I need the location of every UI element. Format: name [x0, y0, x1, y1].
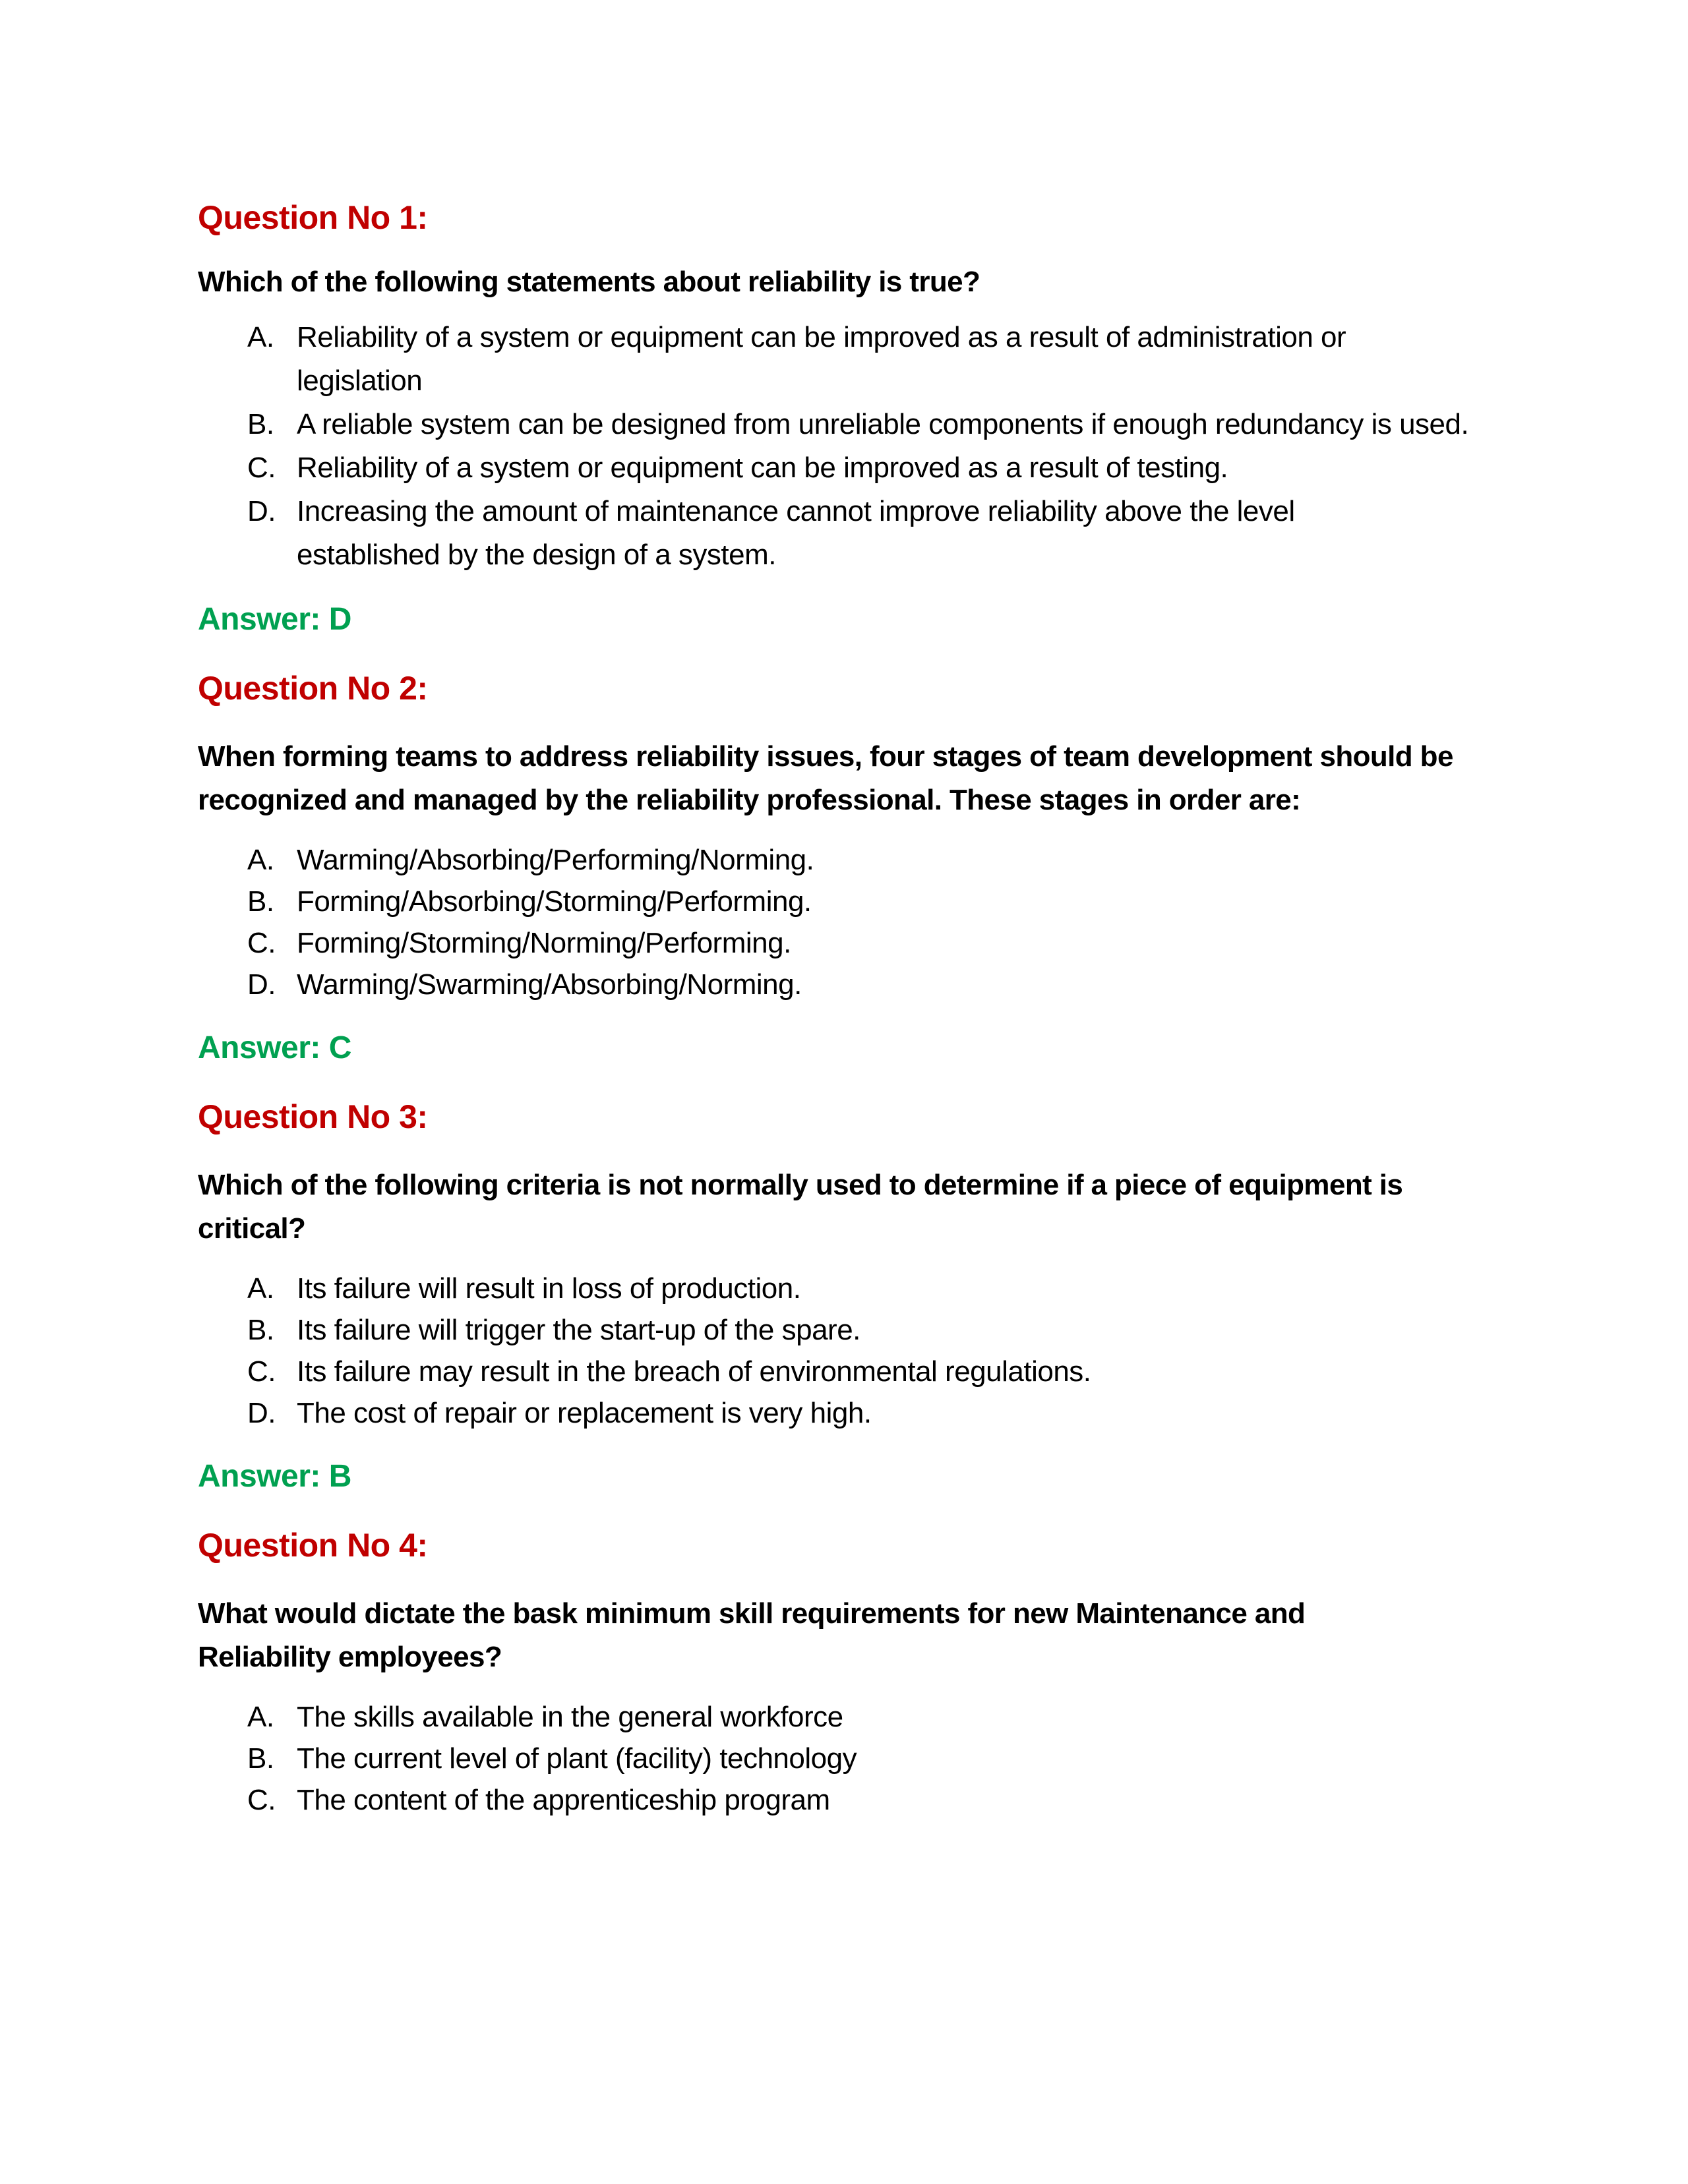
option-letter: C.	[247, 1784, 276, 1816]
question-block-3	[198, 1094, 1490, 1500]
option-letter: B.	[247, 1314, 274, 1346]
question-block-2	[198, 665, 1490, 1071]
options-list	[198, 316, 1490, 577]
option-letter: A.	[247, 321, 274, 353]
option-text: The cost of repair or replacement is very high.	[297, 1397, 872, 1429]
option-text: Reliability of a system or equipment can be improved as a result of administration or legislation	[297, 321, 1346, 397]
question-block-4	[198, 1522, 1490, 1821]
option-d	[198, 964, 1490, 1005]
option-text: Reliability of a system or equipment can be improved as a result of testing.	[297, 452, 1228, 484]
option-letter: C.	[247, 927, 276, 959]
option-letter: B.	[247, 1742, 274, 1775]
question-heading: Question No 2:	[198, 670, 428, 707]
answer-label: Answer: D	[198, 602, 351, 637]
option-text: Forming/Storming/Norming/Performing.	[297, 927, 791, 959]
option-c	[198, 1779, 1490, 1821]
option-letter: A.	[247, 1272, 274, 1305]
option-letter: D.	[247, 968, 276, 1001]
options-list	[198, 1696, 1490, 1821]
option-letter: D.	[247, 1397, 276, 1429]
question-block-1	[198, 194, 1490, 643]
option-text: Warming/Swarming/Absorbing/Norming.	[297, 968, 802, 1001]
options-list	[198, 1268, 1490, 1434]
option-text: The skills available in the general workforce	[297, 1701, 843, 1733]
option-d	[198, 1392, 1490, 1434]
option-text: Forming/Absorbing/Storming/Performing.	[297, 885, 812, 918]
option-text: Its failure will trigger the start-up of the spare.	[297, 1314, 860, 1346]
option-a	[198, 1696, 1490, 1738]
option-letter: B.	[247, 408, 274, 440]
question-text: Which of the following statements about reliability is true?	[198, 266, 980, 298]
question-heading: Question No 4:	[198, 1527, 428, 1564]
answer-label: Answer: B	[198, 1459, 351, 1494]
option-c	[198, 1351, 1490, 1392]
answer-label: Answer: C	[198, 1030, 351, 1065]
option-a	[198, 1268, 1490, 1309]
option-b	[198, 881, 1490, 922]
option-d	[198, 490, 1490, 577]
option-text: Its failure may result in the breach of environmental regulations.	[297, 1355, 1091, 1388]
option-letter: A.	[247, 1701, 274, 1733]
option-text: Its failure will result in loss of production.	[297, 1272, 801, 1305]
option-c	[198, 446, 1490, 490]
option-letter: B.	[247, 885, 274, 918]
option-a	[198, 316, 1490, 403]
option-c	[198, 922, 1490, 964]
question-text: Which of the following criteria is not normally used to determine if a piece of equipment is critical?	[198, 1169, 1403, 1245]
option-a	[198, 839, 1490, 881]
option-letter: C.	[247, 1355, 276, 1388]
question-heading: Question No 1:	[198, 199, 428, 236]
option-text: The content of the apprenticeship program	[297, 1784, 830, 1816]
question-heading: Question No 3:	[198, 1098, 428, 1135]
option-b	[198, 1738, 1490, 1779]
option-letter: A.	[247, 844, 274, 876]
option-text: A reliable system can be designed from unreliable components if enough redundancy is used.	[297, 408, 1469, 440]
option-text: Warming/Absorbing/Performing/Norming.	[297, 844, 814, 876]
document-page	[198, 194, 1490, 1821]
option-b	[198, 403, 1490, 446]
options-list	[198, 839, 1490, 1005]
question-text: What would dictate the bask minimum skill requirements for new Maintenance and Reliability employees?	[198, 1597, 1306, 1673]
option-letter: C.	[247, 452, 276, 484]
question-text: When forming teams to address reliability issues, four stages of team development should be recognized and managed by the reliability professional. These stages in order are:	[198, 740, 1453, 816]
option-text: Increasing the amount of maintenance cannot improve reliability above the level established by the design of a system.	[297, 495, 1295, 571]
option-letter: D.	[247, 495, 276, 527]
option-text: The current level of plant (facility) technology	[297, 1742, 857, 1775]
option-b	[198, 1309, 1490, 1351]
